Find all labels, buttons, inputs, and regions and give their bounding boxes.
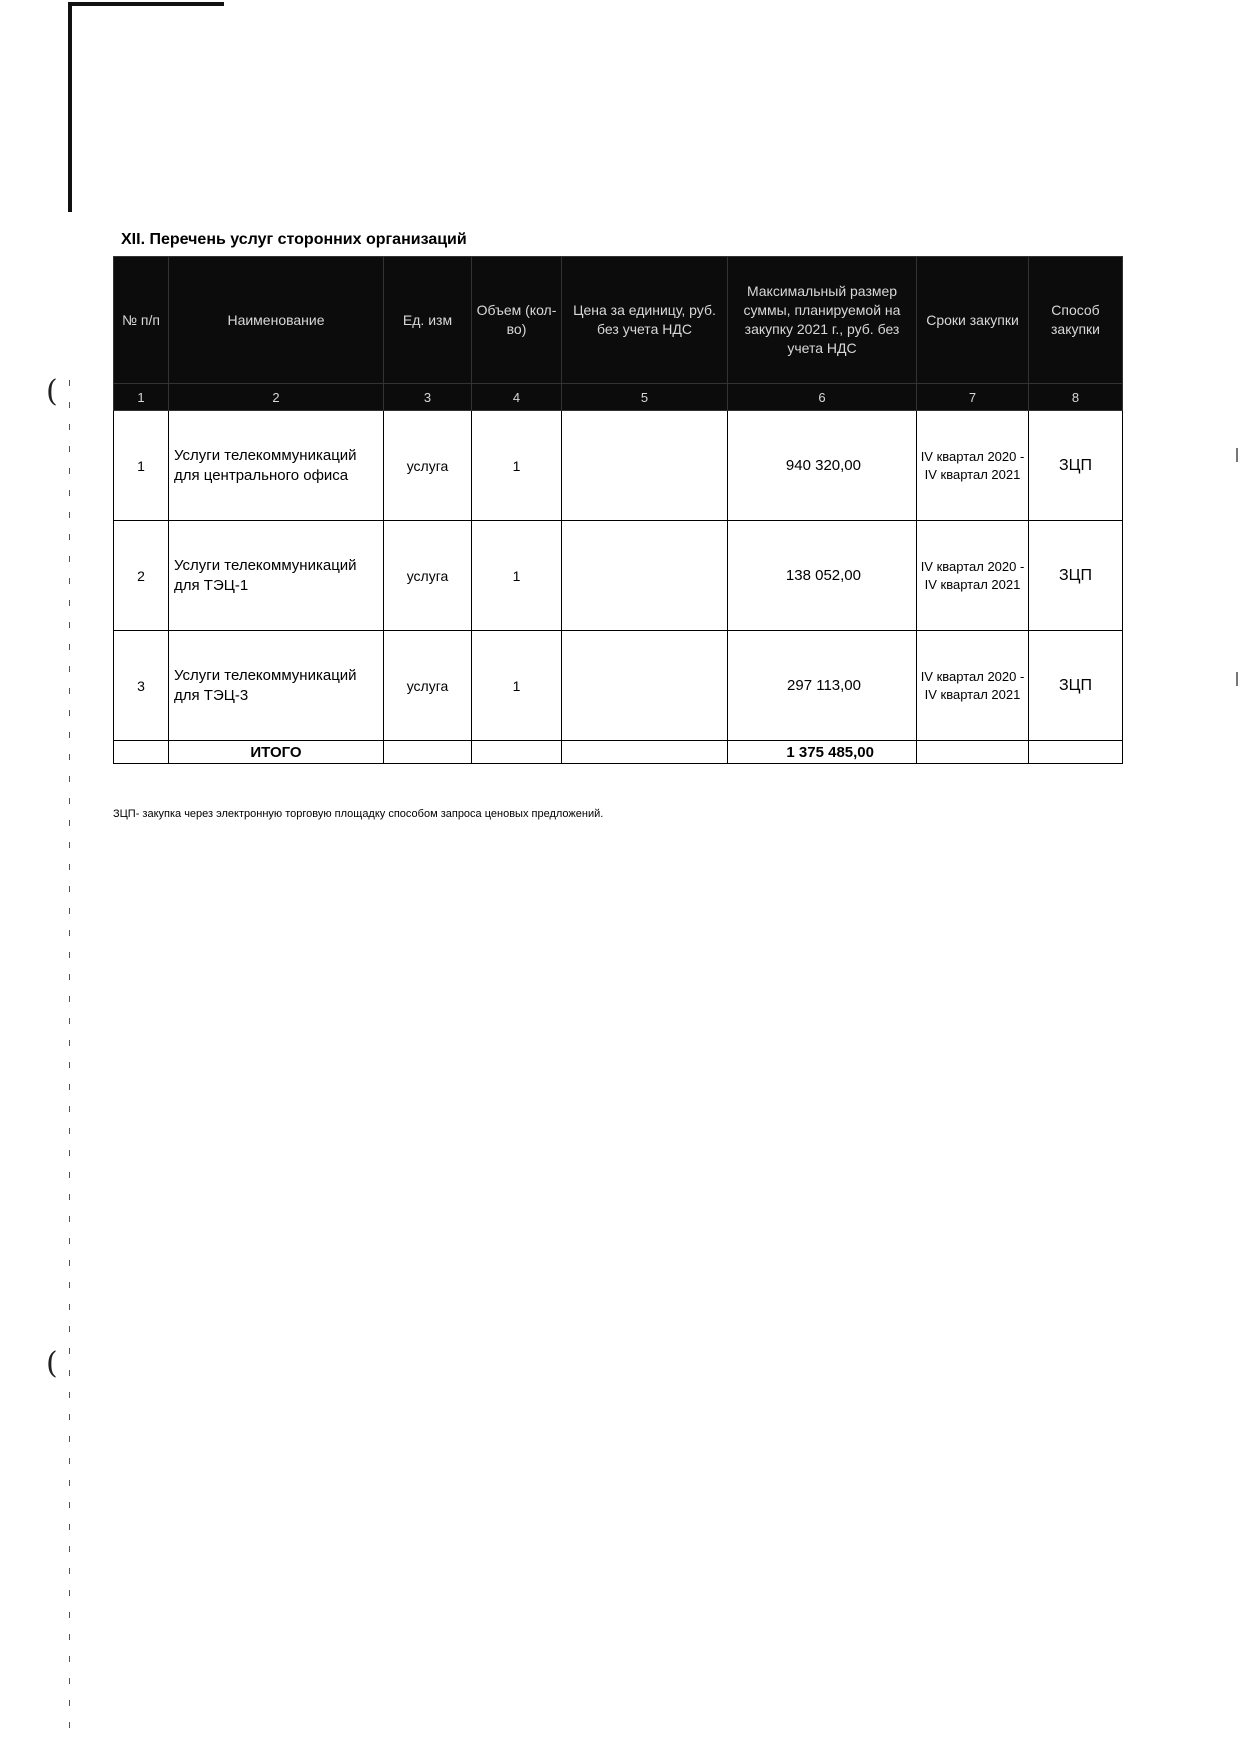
method: ЗЦП [1029,631,1123,741]
hole-punch-mark-top: ( [46,374,58,409]
quantity: 1 [472,411,562,521]
column-number: 8 [1029,384,1123,411]
total-empty-cell [472,741,562,764]
scan-corner-top [68,2,224,6]
header-unit-price: Цена за единицу, руб. без учета НДС [562,257,728,384]
column-number-row [114,384,1123,411]
row-number: 3 [114,631,169,741]
row-number: 2 [114,521,169,631]
unit-price [562,521,728,631]
table-row [114,521,1123,631]
total-empty-cell [1029,741,1123,764]
max-sum: 297 113,00 [728,631,917,741]
method: ЗЦП [1029,411,1123,521]
unit-price [562,631,728,741]
table-row [114,631,1123,741]
table-row [114,411,1123,521]
column-number: 1 [114,384,169,411]
header-number: № п/п [114,257,169,384]
column-number: 5 [562,384,728,411]
scan-right-edge-mark [1236,672,1238,686]
row-number: 1 [114,411,169,521]
header-quantity: Объем (кол-во) [472,257,562,384]
unit: услуга [384,631,472,741]
period: IV квартал 2020 - IV квартал 2021 [917,631,1029,741]
total-sum: 1 375 485,00 [728,741,917,764]
column-number: 7 [917,384,1029,411]
column-number: 6 [728,384,917,411]
header-name: Наименование [169,257,384,384]
total-empty-cell [384,741,472,764]
column-number: 2 [169,384,384,411]
period: IV квартал 2020 - IV квартал 2021 [917,411,1029,521]
header-period: Сроки закупки [917,257,1029,384]
total-empty-cell [114,741,169,764]
unit: услуга [384,411,472,521]
hole-punch-mark-bottom: ( [46,1346,58,1381]
header-max-sum: Максимальный размер суммы, планируемой на закупку 2021 г., руб. без учета НДС [728,257,917,384]
column-number: 4 [472,384,562,411]
scan-corner-left [68,2,72,212]
scan-right-edge-mark [1236,448,1238,462]
header-unit: Ед. изм [384,257,472,384]
services-table [113,256,1123,764]
service-name: Услуги телекоммуникаций для ТЭЦ-3 [169,631,384,741]
header-method: Способ закупки [1029,257,1123,384]
quantity: 1 [472,521,562,631]
total-empty-cell [917,741,1029,764]
service-name: Услуги телекоммуникаций для ТЭЦ-1 [169,521,384,631]
total-row [114,741,1123,764]
unit-price [562,411,728,521]
max-sum: 940 320,00 [728,411,917,521]
column-number: 3 [384,384,472,411]
footnote: ЗЦП- закупка через электронную торговую площадку способом запроса ценовых предложений. [113,808,604,820]
total-empty-cell [562,741,728,764]
unit: услуга [384,521,472,631]
scan-left-edge [69,380,70,1730]
max-sum: 138 052,00 [728,521,917,631]
section-title: XII. Перечень услуг сторонних организаций [121,231,467,248]
method: ЗЦП [1029,521,1123,631]
period: IV квартал 2020 - IV квартал 2021 [917,521,1029,631]
quantity: 1 [472,631,562,741]
service-name: Услуги телекоммуникаций для центрального офиса [169,411,384,521]
total-label: ИТОГО [169,741,384,764]
table-header-row [114,257,1123,384]
